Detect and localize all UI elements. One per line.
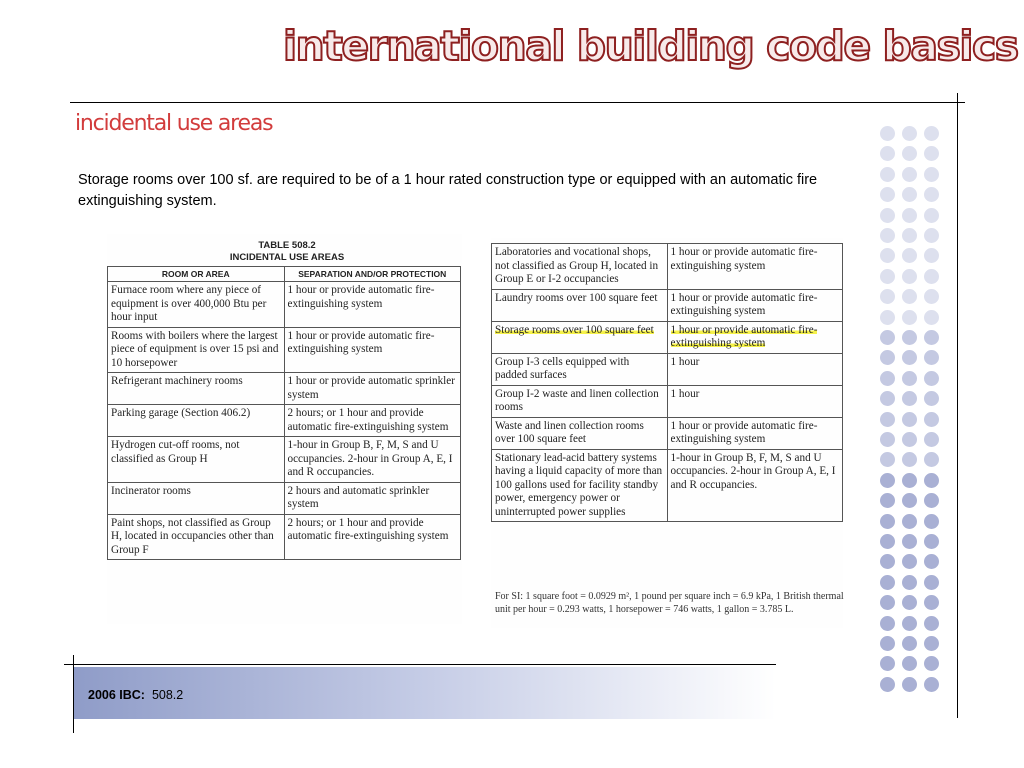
separation-cell bbox=[667, 353, 843, 385]
decorative-dot bbox=[880, 616, 895, 631]
room-cell bbox=[108, 514, 285, 560]
room-cell bbox=[492, 449, 668, 522]
decorative-dot bbox=[902, 636, 917, 651]
decorative-dot bbox=[902, 595, 917, 610]
decorative-dot bbox=[880, 575, 895, 590]
room-text: Paint shops, not classified as Group H, located in occupancies other than Group F bbox=[111, 516, 274, 556]
incidental-use-table-right bbox=[491, 243, 843, 522]
decorative-dot bbox=[924, 391, 939, 406]
decorative-dot bbox=[902, 208, 917, 223]
decorative-dot bbox=[880, 595, 895, 610]
decorative-dot bbox=[924, 167, 939, 182]
decorative-dot bbox=[924, 330, 939, 345]
room-cell bbox=[108, 405, 285, 437]
decorative-dot bbox=[880, 534, 895, 549]
decorative-dot bbox=[902, 330, 917, 345]
decorative-dot bbox=[880, 656, 895, 671]
table-row bbox=[108, 373, 461, 405]
separation-text: 1 hour or provide automatic fire-extinguishing system bbox=[670, 419, 818, 445]
room-cell bbox=[108, 482, 285, 514]
room-cell bbox=[492, 353, 668, 385]
decorative-dot bbox=[924, 289, 939, 304]
decorative-dot bbox=[902, 289, 917, 304]
decorative-dot bbox=[880, 146, 895, 161]
decorative-dot bbox=[902, 473, 917, 488]
decorative-dot bbox=[880, 514, 895, 529]
decorative-dot bbox=[902, 412, 917, 427]
room-text: Waste and linen collection rooms over 100 square feet bbox=[495, 419, 644, 445]
decorative-dot bbox=[880, 187, 895, 202]
decorative-dot bbox=[924, 432, 939, 447]
decorative-dot bbox=[880, 391, 895, 406]
table-row bbox=[492, 244, 843, 290]
room-cell bbox=[492, 321, 668, 353]
decorative-dot bbox=[880, 432, 895, 447]
room-cell bbox=[492, 289, 668, 321]
decorative-dot bbox=[924, 126, 939, 141]
table-name: INCIDENTAL USE AREAS bbox=[229, 252, 345, 263]
decorative-dot bbox=[880, 350, 895, 365]
decorative-dot bbox=[924, 595, 939, 610]
decorative-dot bbox=[902, 269, 917, 284]
column-header-separation: SEPARATION AND/OR PROTECTION bbox=[284, 267, 461, 282]
decorative-dot bbox=[924, 371, 939, 386]
incidental-use-table-left bbox=[107, 266, 461, 560]
decorative-dot bbox=[902, 350, 917, 365]
table-row bbox=[492, 385, 843, 417]
room-text: Refrigerant machinery rooms bbox=[111, 375, 243, 387]
separation-text: 1-hour in Group B, F, M, S and U occupancies. 2-hour in Group A, E, I and R occupancies. bbox=[670, 451, 836, 491]
decorative-dot bbox=[902, 187, 917, 202]
decorative-dot bbox=[902, 248, 917, 263]
decorative-dot bbox=[902, 146, 917, 161]
separation-text: 1 hour or provide automatic fire-extinguishing system bbox=[670, 291, 818, 317]
decorative-dot bbox=[880, 310, 895, 325]
separation-cell bbox=[284, 282, 461, 328]
separation-cell bbox=[284, 437, 461, 483]
decorative-dot bbox=[924, 534, 939, 549]
decorative-dot bbox=[924, 493, 939, 508]
table-title bbox=[212, 240, 362, 264]
separation-text: 2 hours; or 1 hour and provide automatic fire-extinguishing system bbox=[287, 407, 449, 433]
room-cell bbox=[108, 373, 285, 405]
table-row bbox=[492, 417, 843, 449]
separation-text: 1 hour or provide automatic fire-extinguishing system bbox=[670, 246, 818, 272]
decorative-dot bbox=[902, 677, 917, 692]
slide-title: international building code basics bbox=[283, 22, 1018, 70]
decorative-dot bbox=[880, 371, 895, 386]
decorative-dot bbox=[902, 534, 917, 549]
decorative-dot bbox=[924, 208, 939, 223]
decorative-dot bbox=[924, 228, 939, 243]
decorative-dot bbox=[924, 248, 939, 263]
room-cell bbox=[108, 327, 285, 373]
table-row bbox=[492, 289, 843, 321]
footer-label: 2006 IBC: bbox=[88, 688, 145, 702]
separation-cell bbox=[284, 482, 461, 514]
decorative-dot bbox=[902, 493, 917, 508]
room-text: Rooms with boilers where the largest piece of equipment is over 15 psi and 10 horsepower bbox=[111, 329, 279, 369]
table-row bbox=[108, 482, 461, 514]
decorative-dot bbox=[880, 126, 895, 141]
separation-text: 1 hour or provide automatic fire-extinguishing system bbox=[287, 329, 435, 355]
separation-text: 2 hours; or 1 hour and provide automatic fire-extinguishing system bbox=[287, 516, 449, 542]
separation-cell bbox=[667, 385, 843, 417]
divider-bottom bbox=[64, 664, 776, 665]
room-cell bbox=[492, 417, 668, 449]
decorative-dot bbox=[924, 677, 939, 692]
room-text: Group I-3 cells equipped with padded surfaces bbox=[495, 355, 630, 381]
separation-cell bbox=[284, 514, 461, 560]
separation-text: 1 hour or provide automatic fire-extinguishing system bbox=[670, 323, 818, 349]
decorative-dot bbox=[924, 269, 939, 284]
decorative-dot bbox=[880, 554, 895, 569]
decorative-dot bbox=[924, 636, 939, 651]
table-row bbox=[108, 437, 461, 483]
footer-reference bbox=[88, 688, 183, 702]
separation-text: 1 hour or provide automatic sprinkler system bbox=[287, 375, 455, 401]
separation-cell bbox=[667, 289, 843, 321]
table-row bbox=[492, 449, 843, 522]
separation-cell bbox=[667, 449, 843, 522]
decorative-dot bbox=[902, 575, 917, 590]
decorative-dot bbox=[924, 350, 939, 365]
separation-text: 2 hours and automatic sprinkler system bbox=[287, 484, 430, 510]
table-row bbox=[108, 327, 461, 373]
decorative-dot bbox=[902, 371, 917, 386]
decorative-dot bbox=[880, 167, 895, 182]
decorative-dot bbox=[924, 310, 939, 325]
decorative-dot bbox=[902, 514, 917, 529]
divider-right bbox=[957, 93, 958, 718]
decorative-dot bbox=[880, 473, 895, 488]
decorative-dot bbox=[924, 452, 939, 467]
decorative-dot bbox=[880, 248, 895, 263]
decorative-dot bbox=[924, 412, 939, 427]
decorative-dot bbox=[880, 677, 895, 692]
room-text: Incinerator rooms bbox=[111, 484, 191, 497]
room-text: Laboratories and vocational shops, not classified as Group H, located in Group E or I-2 occupancies bbox=[495, 246, 659, 285]
decorative-dot bbox=[880, 493, 895, 508]
separation-cell bbox=[284, 405, 461, 437]
separation-cell bbox=[667, 321, 843, 353]
decorative-dot bbox=[902, 452, 917, 467]
room-text: Storage rooms over 100 square feet bbox=[495, 323, 654, 336]
room-text: Hydrogen cut-off rooms, not classified as Group H bbox=[111, 439, 240, 465]
room-cell bbox=[108, 282, 285, 328]
decorative-dot bbox=[902, 228, 917, 243]
room-cell bbox=[108, 437, 285, 483]
decorative-dot bbox=[902, 432, 917, 447]
section-subtitle: incidental use areas bbox=[75, 111, 273, 136]
table-number: TABLE 508.2 bbox=[258, 240, 316, 251]
decorative-dot bbox=[880, 636, 895, 651]
decorative-dot bbox=[902, 391, 917, 406]
decorative-dot bbox=[924, 616, 939, 631]
room-text: Group I-2 waste and linen collection rooms bbox=[495, 387, 659, 413]
table-row bbox=[492, 353, 843, 385]
separation-cell bbox=[284, 327, 461, 373]
decorative-dot bbox=[880, 412, 895, 427]
separation-cell bbox=[667, 417, 843, 449]
table-row bbox=[108, 514, 461, 560]
separation-text: 1 hour bbox=[670, 387, 700, 400]
decorative-dot bbox=[902, 310, 917, 325]
decorative-dot bbox=[902, 656, 917, 671]
table-row bbox=[108, 405, 461, 437]
decorative-dot bbox=[902, 126, 917, 141]
room-text: Furnace room where any piece of equipment is over 400,000 Btu per hour input bbox=[111, 284, 267, 323]
column-header-room: ROOM OR AREA bbox=[108, 267, 285, 282]
separation-text: 1 hour bbox=[670, 355, 700, 368]
separation-cell bbox=[667, 244, 843, 290]
decorative-dot bbox=[880, 208, 895, 223]
separation-text: 1 hour or provide automatic fire-extinguishing system bbox=[287, 284, 435, 310]
si-conversion-note: For SI: 1 square foot = 0.0929 m², 1 pound per square inch = 6.9 kPa, 1 British thermal unit per hour = 0.293 watts, 1 horsepower = 746 watts, 1 gallon = 3.785 L. bbox=[495, 591, 844, 615]
decorative-dot bbox=[924, 656, 939, 671]
decorative-dot bbox=[880, 289, 895, 304]
decorative-dot bbox=[880, 269, 895, 284]
table-row bbox=[492, 321, 843, 353]
decorative-dot bbox=[880, 452, 895, 467]
decorative-dot bbox=[902, 554, 917, 569]
room-cell bbox=[492, 385, 668, 417]
decorative-dot bbox=[924, 514, 939, 529]
decorative-dot bbox=[924, 473, 939, 488]
separation-text: 1-hour in Group B, F, M, S and U occupancies. 2-hour in Group A, E, I and R occupancies. bbox=[287, 439, 453, 478]
divider-top bbox=[70, 102, 965, 103]
room-text: Laundry rooms over 100 square feet bbox=[495, 291, 658, 304]
decorative-dot bbox=[902, 167, 917, 182]
room-text: Stationary lead-acid battery systems having a liquid capacity of more than 100 gallons used for facility standby power, emergency power or uninterrupted power supplies bbox=[495, 451, 663, 518]
table-row bbox=[108, 282, 461, 328]
description-text: Storage rooms over 100 sf. are required to be of a 1 hour rated construction type or equipped with an automatic fire extinguishing system. bbox=[78, 172, 818, 209]
room-cell bbox=[492, 244, 668, 290]
decorative-dot bbox=[880, 228, 895, 243]
decorative-dot bbox=[902, 616, 917, 631]
decorative-dot bbox=[924, 187, 939, 202]
decorative-dot bbox=[924, 554, 939, 569]
decorative-dot bbox=[880, 330, 895, 345]
decorative-dot bbox=[924, 575, 939, 590]
room-text: Parking garage (Section 406.2) bbox=[111, 407, 251, 419]
footer-value: 508.2 bbox=[151, 688, 184, 702]
separation-cell bbox=[284, 373, 461, 405]
decorative-dot bbox=[924, 146, 939, 161]
